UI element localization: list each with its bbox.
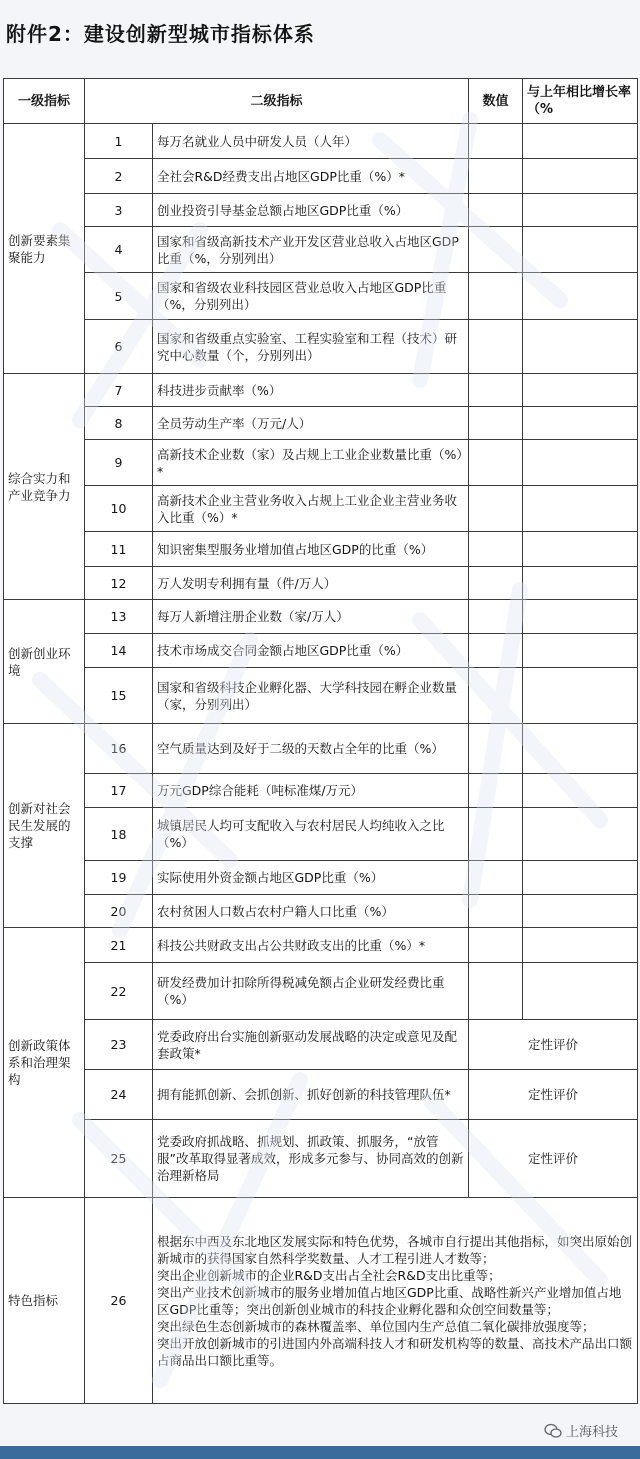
indicator-table <box>3 78 638 1404</box>
table-row <box>4 928 638 963</box>
header-yoy: 与上年相比增长率（% <box>523 79 638 124</box>
feature-line: 突出企业创新城市的企业R&D支出占全社会R&D支出比重等； <box>157 1267 501 1283</box>
yoy-cell <box>523 774 638 808</box>
yoy-cell <box>523 808 638 861</box>
yoy-cell <box>523 227 638 273</box>
yoy-cell <box>523 668 638 724</box>
row-text: 万人发明专利拥有量（件/万人） <box>153 567 469 600</box>
value-cell <box>469 928 523 963</box>
row-text: 国家和省级农业科技园区营业总收入占地区GDP比重（%，分别列出） <box>153 273 469 320</box>
row-number: 13 <box>85 600 153 634</box>
table-row <box>4 159 638 194</box>
value-cell <box>469 273 523 320</box>
yoy-cell <box>523 895 638 928</box>
value-cell <box>469 774 523 808</box>
table-row <box>4 668 638 724</box>
yoy-cell <box>523 374 638 407</box>
yoy-cell <box>523 440 638 486</box>
header-value: 数值 <box>469 79 523 124</box>
row-number: 23 <box>85 1020 153 1070</box>
yoy-cell <box>523 407 638 440</box>
footer-brand-text: 上海科技 <box>565 1425 618 1440</box>
row-number: 5 <box>85 273 153 320</box>
row-text: 科技公共财政支出占公共财政支出的比重（%）* <box>153 928 469 963</box>
wechat-icon <box>544 1423 562 1439</box>
value-cell <box>469 532 523 567</box>
value-cell <box>469 861 523 895</box>
qualitative-cell: 定性评价 <box>469 1020 638 1070</box>
row-text: 党委政府出台实施创新驱动发展战略的决定或意见及配套政策* <box>153 1020 469 1070</box>
table-row <box>4 1120 638 1198</box>
table-row <box>4 532 638 567</box>
table-row <box>4 1198 638 1404</box>
group-name: 综合实力和产业竞争力 <box>4 374 85 600</box>
value-cell <box>469 600 523 634</box>
value-cell <box>469 895 523 928</box>
table-row <box>4 194 638 227</box>
row-number: 2 <box>85 159 153 194</box>
value-cell <box>469 668 523 724</box>
yoy-cell <box>523 320 638 374</box>
row-text: 创业投资引导基金总额占地区GDP比重（%） <box>153 194 469 227</box>
yoy-cell <box>523 963 638 1020</box>
yoy-cell <box>523 861 638 895</box>
qualitative-cell: 定性评价 <box>469 1070 638 1120</box>
value-cell <box>469 963 523 1020</box>
row-text: 农村贫困人口数占农村户籍人口比重（%） <box>153 895 469 928</box>
group-name: 创新对社会民生发展的支撑 <box>4 724 85 928</box>
table-row <box>4 1070 638 1120</box>
row-text: 研发经费加计扣除所得税减免额占企业研发经费比重（%） <box>153 963 469 1020</box>
row-number: 1 <box>85 124 153 159</box>
feature-description <box>153 1198 638 1404</box>
qualitative-cell: 定性评价 <box>469 1120 638 1198</box>
feature-line: 突出绿色生态创新城市的森林覆盖率、单位国内生产总值二氧化碳排放强度等； <box>157 1318 595 1334</box>
row-number: 4 <box>85 227 153 273</box>
row-text: 国家和省级重点实验室、工程实验室和工程（技术）研究中心数量（个，分别列出） <box>153 320 469 374</box>
table-row <box>4 861 638 895</box>
row-number: 18 <box>85 808 153 861</box>
row-text: 全员劳动生产率（万元/人） <box>153 407 469 440</box>
row-text: 国家和省级高新技术产业开发区营业总收入占地区GDP比重（%，分别列出） <box>153 227 469 273</box>
value-cell <box>469 194 523 227</box>
table-row <box>4 374 638 407</box>
header-level1: 一级指标 <box>4 79 85 124</box>
feature-line: 突出开放创新城市的引进国内外高端科技人才和研发机构等的数量、高技术产品出口额占商品出口额比重等。 <box>157 1335 633 1368</box>
table-row <box>4 486 638 532</box>
row-number: 17 <box>85 774 153 808</box>
row-text: 高新技术企业数（家）及占规上工业企业数量比重（%）* <box>153 440 469 486</box>
row-text: 拥有能抓创新、会抓创新、抓好创新的科技管理队伍* <box>153 1070 469 1120</box>
table-header-row <box>4 79 638 124</box>
row-text: 万元GDP综合能耗（吨标准煤/万元） <box>153 774 469 808</box>
yoy-cell <box>523 600 638 634</box>
yoy-cell <box>523 928 638 963</box>
row-number: 20 <box>85 895 153 928</box>
footer-brand <box>544 1421 618 1440</box>
yoy-cell <box>523 634 638 668</box>
group-name: 创新政策体系和治理架构 <box>4 928 85 1198</box>
table-row <box>4 774 638 808</box>
group-name: 特色指标 <box>4 1198 85 1404</box>
row-number: 6 <box>85 320 153 374</box>
row-text: 国家和省级科技企业孵化器、大学科技园在孵企业数量（家，分别列出） <box>153 668 469 724</box>
table-row <box>4 600 638 634</box>
row-number: 10 <box>85 486 153 532</box>
row-number: 25 <box>85 1120 153 1198</box>
value-cell <box>469 808 523 861</box>
yoy-cell <box>523 724 638 774</box>
value-cell <box>469 407 523 440</box>
value-cell <box>469 159 523 194</box>
table-row <box>4 273 638 320</box>
row-text: 科技进步贡献率（%） <box>153 374 469 407</box>
row-number: 9 <box>85 440 153 486</box>
value-cell <box>469 486 523 532</box>
row-text: 城镇居民人均可支配收入与农村居民人均纯收入之比（%） <box>153 808 469 861</box>
table-row <box>4 724 638 774</box>
yoy-cell <box>523 273 638 320</box>
row-text: 知识密集型服务业增加值占地区GDP的比重（%） <box>153 532 469 567</box>
row-text: 党委政府抓战略、抓规划、抓政策、抓服务，“放管服”改革取得显著成效，形成多元参与、协同高效的创新治理新格局 <box>153 1120 469 1198</box>
row-text: 空气质量达到及好于二级的天数占全年的比重（%） <box>153 724 469 774</box>
row-number: 21 <box>85 928 153 963</box>
group-name: 创新创业环境 <box>4 600 85 724</box>
row-text: 实际使用外资金额占地区GDP比重（%） <box>153 861 469 895</box>
row-number: 11 <box>85 532 153 567</box>
yoy-cell <box>523 159 638 194</box>
value-cell <box>469 440 523 486</box>
row-number: 7 <box>85 374 153 407</box>
table-row <box>4 808 638 861</box>
value-cell <box>469 320 523 374</box>
table-row <box>4 1020 638 1070</box>
table-row <box>4 320 638 374</box>
table-row <box>4 895 638 928</box>
yoy-cell <box>523 567 638 600</box>
row-text: 全社会R&D经费支出占地区GDP比重（%）* <box>153 159 469 194</box>
row-text: 高新技术企业主营业务收入占规上工业企业主营业务收入比重（%）* <box>153 486 469 532</box>
table-row <box>4 227 638 273</box>
footer-bar <box>0 1446 640 1459</box>
table-row <box>4 634 638 668</box>
row-number: 16 <box>85 724 153 774</box>
value-cell <box>469 567 523 600</box>
value-cell <box>469 124 523 159</box>
value-cell <box>469 374 523 407</box>
row-text: 每万人新增注册企业数（家/万人） <box>153 600 469 634</box>
indicator-table-sheet <box>3 78 637 1404</box>
row-number: 12 <box>85 567 153 600</box>
yoy-cell <box>523 532 638 567</box>
value-cell <box>469 227 523 273</box>
row-number: 19 <box>85 861 153 895</box>
yoy-cell <box>523 486 638 532</box>
table-row <box>4 440 638 486</box>
feature-line: 根据东中西及东北地区发展实际和特色优势，各城市自行提出其他指标，如突出原始创新城市的获得国家自然科学奖数量、人才工程引进人才数等； <box>157 1233 633 1266</box>
row-number: 3 <box>85 194 153 227</box>
row-number: 22 <box>85 963 153 1020</box>
row-number: 8 <box>85 407 153 440</box>
value-cell <box>469 724 523 774</box>
table-row <box>4 124 638 159</box>
row-number: 26 <box>85 1198 153 1404</box>
row-number: 24 <box>85 1070 153 1120</box>
table-row <box>4 407 638 440</box>
page-title: 附件2：建设创新型城市指标体系 <box>6 22 315 46</box>
row-text: 每万名就业人员中研发人员（人年） <box>153 124 469 159</box>
feature-line: 突出产业技术创新城市的服务业增加值占地区GDP比重、战略性新兴产业增加值占地区GDP比重等；突出创新创业城市的科技企业孵化器和众创空间数量等； <box>157 1284 622 1317</box>
row-number: 15 <box>85 668 153 724</box>
value-cell <box>469 634 523 668</box>
table-row <box>4 567 638 600</box>
header-level2: 二级指标 <box>85 79 469 124</box>
row-text: 技术市场成交合同金额占地区GDP比重（%） <box>153 634 469 668</box>
row-number: 14 <box>85 634 153 668</box>
yoy-cell <box>523 124 638 159</box>
table-row <box>4 963 638 1020</box>
yoy-cell <box>523 194 638 227</box>
group-name: 创新要素集聚能力 <box>4 124 85 374</box>
